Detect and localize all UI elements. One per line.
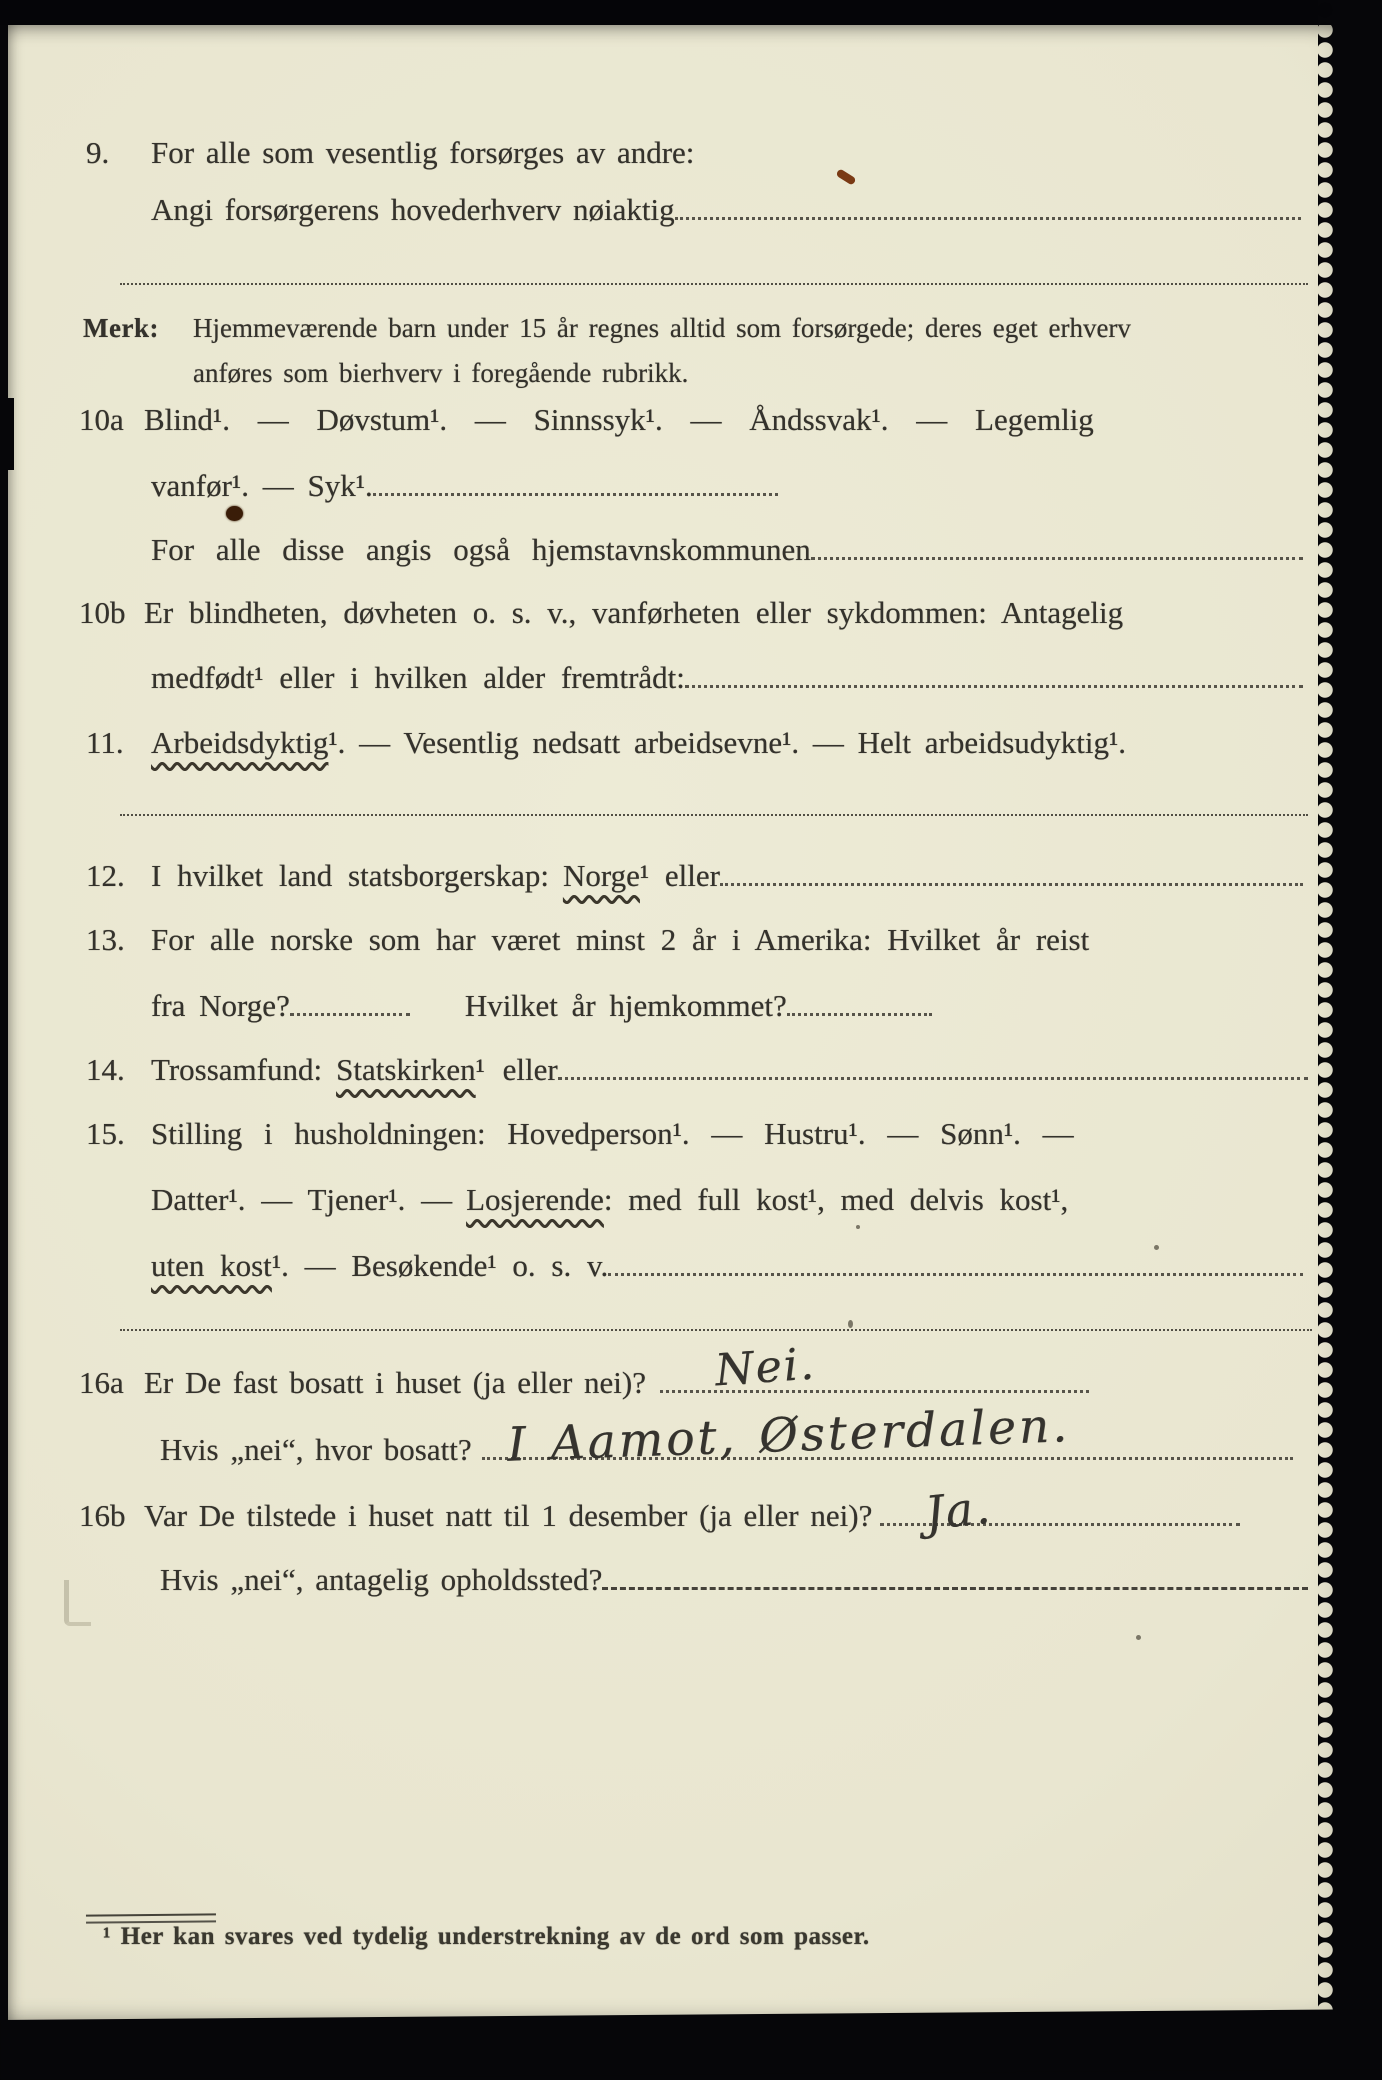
handwritten-answer: Ja. <box>922 1479 995 1541</box>
note-text-line2: anføres som bierhverv i foregående rubrikk. <box>193 358 689 388</box>
scan-border-top <box>0 0 1382 25</box>
question-number: 13. <box>86 922 125 957</box>
question-15-line2-row <box>151 1184 1068 1215</box>
question-text: ¹ eller <box>475 1052 558 1087</box>
handwritten-answer: I Aamot, Østerdalen. <box>505 1398 1071 1473</box>
answer-line <box>373 490 778 496</box>
section-divider <box>120 1329 1312 1331</box>
question-text: ¹. — Vesentlig nedsatt arbeidsevne¹. — Helt arbeidsudyktig¹. <box>328 725 1127 760</box>
question-number: 10a <box>79 402 124 437</box>
question-text: Hvis „nei“, antagelig opholdssted? <box>160 1562 603 1597</box>
handwritten-answer: Nei. <box>713 1338 818 1397</box>
question-9-row <box>86 137 694 168</box>
answer-line <box>675 214 1301 220</box>
question-text: For alle som vesentlig forsørges av andre: <box>151 135 695 170</box>
question-text: For alle disse angis også hjemstavnskommunen <box>151 532 811 567</box>
question-10a-line3-row <box>151 534 1303 565</box>
section-divider <box>120 283 1308 285</box>
hand-underlined-word: Losjerende <box>466 1182 604 1217</box>
ink-blot <box>226 506 243 521</box>
question-number: 16b <box>79 1498 126 1533</box>
question-11-row <box>86 727 1126 758</box>
answer-field <box>880 1479 1240 1541</box>
question-10b-row <box>79 597 1123 628</box>
question-text: Blind¹. — Døvstum¹. — Sinnssyk¹. — Åndssvak¹. — Legemlig <box>144 402 1094 437</box>
question-text: Datter¹. — Tjener¹. — <box>151 1182 453 1217</box>
question-text: Hvis „nei“, hvor bosatt? <box>160 1432 472 1467</box>
answer-line <box>720 880 1303 886</box>
question-16b-line2-row <box>160 1564 1308 1595</box>
answer-field <box>482 1398 1293 1473</box>
note-label: Merk: <box>83 313 159 343</box>
hand-underlined-word: Arbeidsdyktig <box>151 725 329 760</box>
speck <box>856 1225 860 1229</box>
question-number: 11. <box>86 725 124 760</box>
answer-line <box>811 554 1303 560</box>
question-text: Angi forsørgerens hovederhverv nøiaktig <box>151 192 675 227</box>
question-text: For alle norske som har været minst 2 år i Amerika: Hvilket år reist <box>151 922 1090 957</box>
question-text: Er De fast bosatt i huset (ja eller nei)? <box>144 1365 646 1400</box>
speck <box>848 1320 853 1328</box>
question-number: 10b <box>79 595 126 630</box>
hand-underlined-word: Norge <box>562 858 640 893</box>
answer-line <box>608 1270 1303 1276</box>
question-number: 15. <box>86 1116 125 1151</box>
answer-line <box>685 682 1303 688</box>
question-15-line3-row <box>151 1250 1303 1281</box>
question-13-line2-row <box>151 990 932 1021</box>
section-divider <box>120 814 1308 816</box>
question-10a-line2-row <box>151 470 778 501</box>
question-text: vanfør¹. — Syk¹. <box>151 468 373 503</box>
question-number: 9. <box>86 135 110 170</box>
question-16a-row <box>79 1338 1089 1400</box>
answer-field <box>660 1338 1089 1397</box>
scan-border-bottom <box>0 2009 1382 2080</box>
answer-line <box>602 1584 1308 1590</box>
answer-line <box>558 1074 1308 1080</box>
question-9-line2-row <box>151 194 1301 225</box>
question-number: 14. <box>86 1052 125 1087</box>
question-number: 16a <box>79 1365 124 1400</box>
scan-border-notch <box>0 398 14 470</box>
question-text: ¹ eller <box>639 858 720 893</box>
speck <box>1136 1635 1141 1640</box>
hand-underlined-word: Statskirken <box>336 1052 476 1087</box>
scan-smudge <box>64 1580 91 1626</box>
question-text: Er blindheten, døvheten o. s. v., vanførheten eller sykdommen: Antagelig <box>144 595 1124 630</box>
answer-line <box>290 1010 410 1016</box>
question-text: fra Norge? <box>151 988 290 1023</box>
footnote-text: ¹ Her kan svares ved tydelig understrekning av de ord som passer. <box>103 1923 870 1950</box>
answer-line <box>787 1010 932 1016</box>
question-16a-line2-row <box>160 1398 1293 1473</box>
question-text: Stilling i husholdningen: Hovedperson¹. — Hustru¹. — Sønn¹. — <box>151 1116 1074 1151</box>
question-text: Trossamfund: <box>151 1052 323 1087</box>
question-text: medfødt¹ eller i hvilken alder fremtrådt: <box>151 660 685 695</box>
question-15-row <box>86 1118 1074 1149</box>
question-text: Hvilket år hjemkommet? <box>464 988 787 1023</box>
question-12-row <box>86 860 1303 891</box>
question-14-row <box>86 1054 1308 1085</box>
question-text: : med full kost¹, med delvis kost¹, <box>603 1182 1069 1217</box>
question-13-row <box>86 924 1089 955</box>
scanned-census-page <box>8 25 1352 2023</box>
question-16b-row <box>79 1479 1240 1541</box>
speck <box>1154 1245 1159 1250</box>
note-block <box>83 306 1131 396</box>
question-10a-row <box>79 404 1094 435</box>
hand-underlined-word: uten kost <box>151 1248 272 1283</box>
torn-paper-edge <box>1318 0 1382 2048</box>
question-10b-line2-row <box>151 662 1303 693</box>
ink-mark <box>835 168 856 185</box>
note-text-line1: Hjemmeværende barn under 15 år regnes alltid som forsørgede; deres eget erhverv <box>193 313 1131 343</box>
question-text: I hvilket land statsborgerskap: <box>151 858 549 893</box>
question-number: 12. <box>86 858 125 893</box>
question-text: ¹. — Besøkende¹ o. s. v. <box>271 1248 609 1283</box>
question-text: Var De tilstede i huset natt til 1 desember (ja eller nei)? <box>144 1498 873 1533</box>
